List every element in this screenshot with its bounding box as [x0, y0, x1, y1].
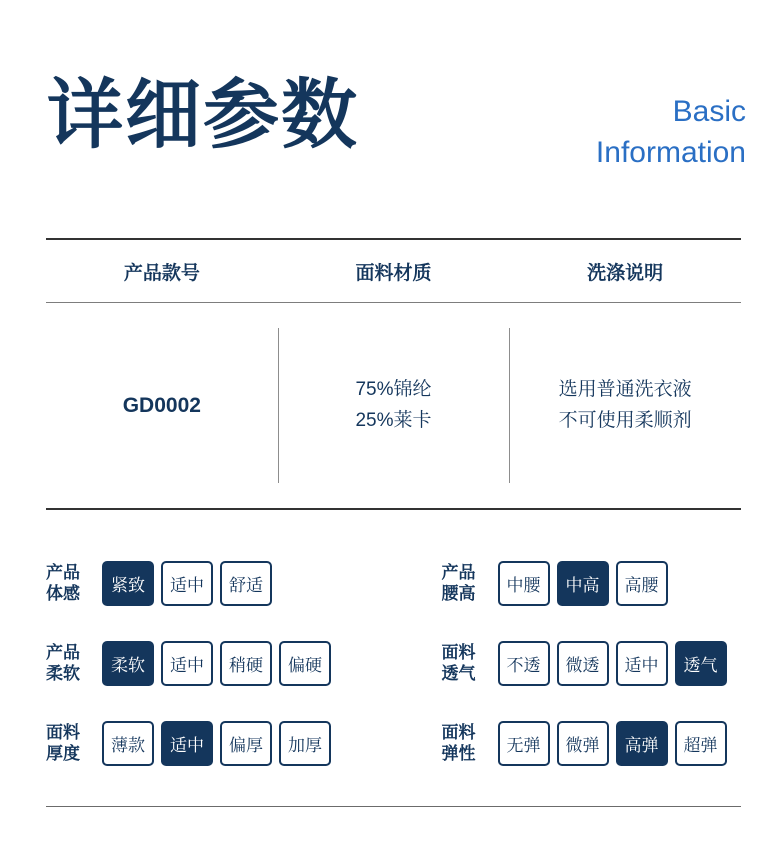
chip-elasticity-2[interactable]: 高弹: [616, 721, 668, 766]
table-row: [46, 303, 741, 510]
chip-breathability-1[interactable]: 微透: [557, 641, 609, 686]
chip-feel-1[interactable]: 适中: [161, 561, 213, 606]
column-header-fabric: 面料材质: [355, 262, 432, 284]
attribute-group-thickness: [46, 721, 394, 766]
attribute-options-waist-height: [498, 561, 668, 606]
attribute-row-1: [46, 543, 741, 623]
attribute-row-3: [46, 703, 741, 783]
chip-elasticity-0[interactable]: 无弹: [498, 721, 550, 766]
page-title-english-line1: Basic: [672, 95, 746, 128]
fabric-line-1: 75%锦纶: [355, 379, 432, 401]
attribute-options-breathability: [498, 641, 727, 686]
attribute-label-feel-line1: 产品: [46, 562, 80, 582]
chip-thickness-1[interactable]: 适中: [161, 721, 213, 766]
chip-softness-0[interactable]: 柔软: [102, 641, 154, 686]
cell-fabric-composition: [278, 303, 510, 508]
spec-table-header-row: [46, 238, 741, 303]
chip-waist-height-1[interactable]: 中高: [557, 561, 609, 606]
attribute-label-softness-line1: 产品: [46, 642, 80, 662]
attribute-label-elasticity: [442, 722, 498, 765]
chip-breathability-0[interactable]: 不透: [498, 641, 550, 686]
attribute-grid: [46, 543, 741, 783]
chip-thickness-2[interactable]: 偏厚: [220, 721, 272, 766]
column-header-wash: 洗涤说明: [587, 262, 664, 284]
chip-waist-height-2[interactable]: 高腰: [616, 561, 668, 606]
attribute-label-feel: [46, 562, 102, 605]
wash-line-1: 选用普通洗衣液: [558, 379, 692, 401]
attribute-label-thickness-line2: 厚度: [46, 744, 80, 763]
chip-breathability-2[interactable]: 适中: [616, 641, 668, 686]
bottom-divider: [46, 806, 741, 807]
attribute-options-softness: [102, 641, 331, 686]
attribute-label-breathability-line1: 面料: [441, 642, 476, 662]
attribute-options-elasticity: [498, 721, 727, 766]
page-title-english: [596, 92, 746, 173]
attribute-label-elasticity-line1: 面料: [441, 722, 476, 742]
page-header: [16, 16, 768, 221]
chip-softness-3[interactable]: 偏硬: [279, 641, 331, 686]
wash-line-2: 不可使用柔顺剂: [558, 409, 692, 431]
cell-model-number: GD0002: [122, 393, 201, 417]
attribute-label-waist-height-line1: 产品: [441, 562, 476, 582]
chip-feel-2[interactable]: 舒适: [220, 561, 272, 606]
attribute-group-elasticity: [394, 721, 742, 766]
chip-thickness-3[interactable]: 加厚: [279, 721, 331, 766]
attribute-row-2: [46, 623, 741, 703]
chip-softness-2[interactable]: 稍硬: [220, 641, 272, 686]
column-header-model: 产品款号: [123, 262, 200, 284]
attribute-label-breathability: [442, 642, 498, 685]
chip-elasticity-3[interactable]: 超弹: [675, 721, 727, 766]
page-inner: [16, 16, 768, 846]
attribute-label-elasticity-line2: 弹性: [441, 744, 476, 763]
attribute-label-thickness-line1: 面料: [46, 722, 80, 742]
attribute-label-waist-height: [442, 562, 498, 605]
attribute-label-feel-line2: 体感: [46, 584, 80, 603]
attribute-label-waist-height-line2: 腰高: [441, 584, 476, 603]
chip-waist-height-0[interactable]: 中腰: [498, 561, 550, 606]
chip-softness-1[interactable]: 适中: [161, 641, 213, 686]
page-title: 详细参数: [47, 73, 359, 158]
chip-thickness-0[interactable]: 薄款: [102, 721, 154, 766]
attribute-label-thickness: [46, 722, 102, 765]
cell-wash-instructions: [509, 303, 741, 508]
attribute-group-feel: [46, 561, 394, 606]
chip-feel-0[interactable]: 紧致: [102, 561, 154, 606]
attribute-group-softness: [46, 641, 394, 686]
attribute-group-waist-height: [394, 561, 742, 606]
attribute-label-softness: [46, 642, 102, 685]
attribute-options-thickness: [102, 721, 331, 766]
attribute-label-softness-line2: 柔软: [46, 664, 80, 683]
chip-elasticity-1[interactable]: 微弹: [557, 721, 609, 766]
chip-breathability-3[interactable]: 透气: [675, 641, 727, 686]
attribute-group-breathability: [394, 641, 742, 686]
spec-table: [46, 238, 741, 510]
page-title-english-line2: Information: [595, 135, 746, 169]
attribute-label-breathability-line2: 透气: [441, 664, 476, 683]
attribute-options-feel: [102, 561, 272, 606]
fabric-line-2: 25%莱卡: [355, 409, 432, 431]
